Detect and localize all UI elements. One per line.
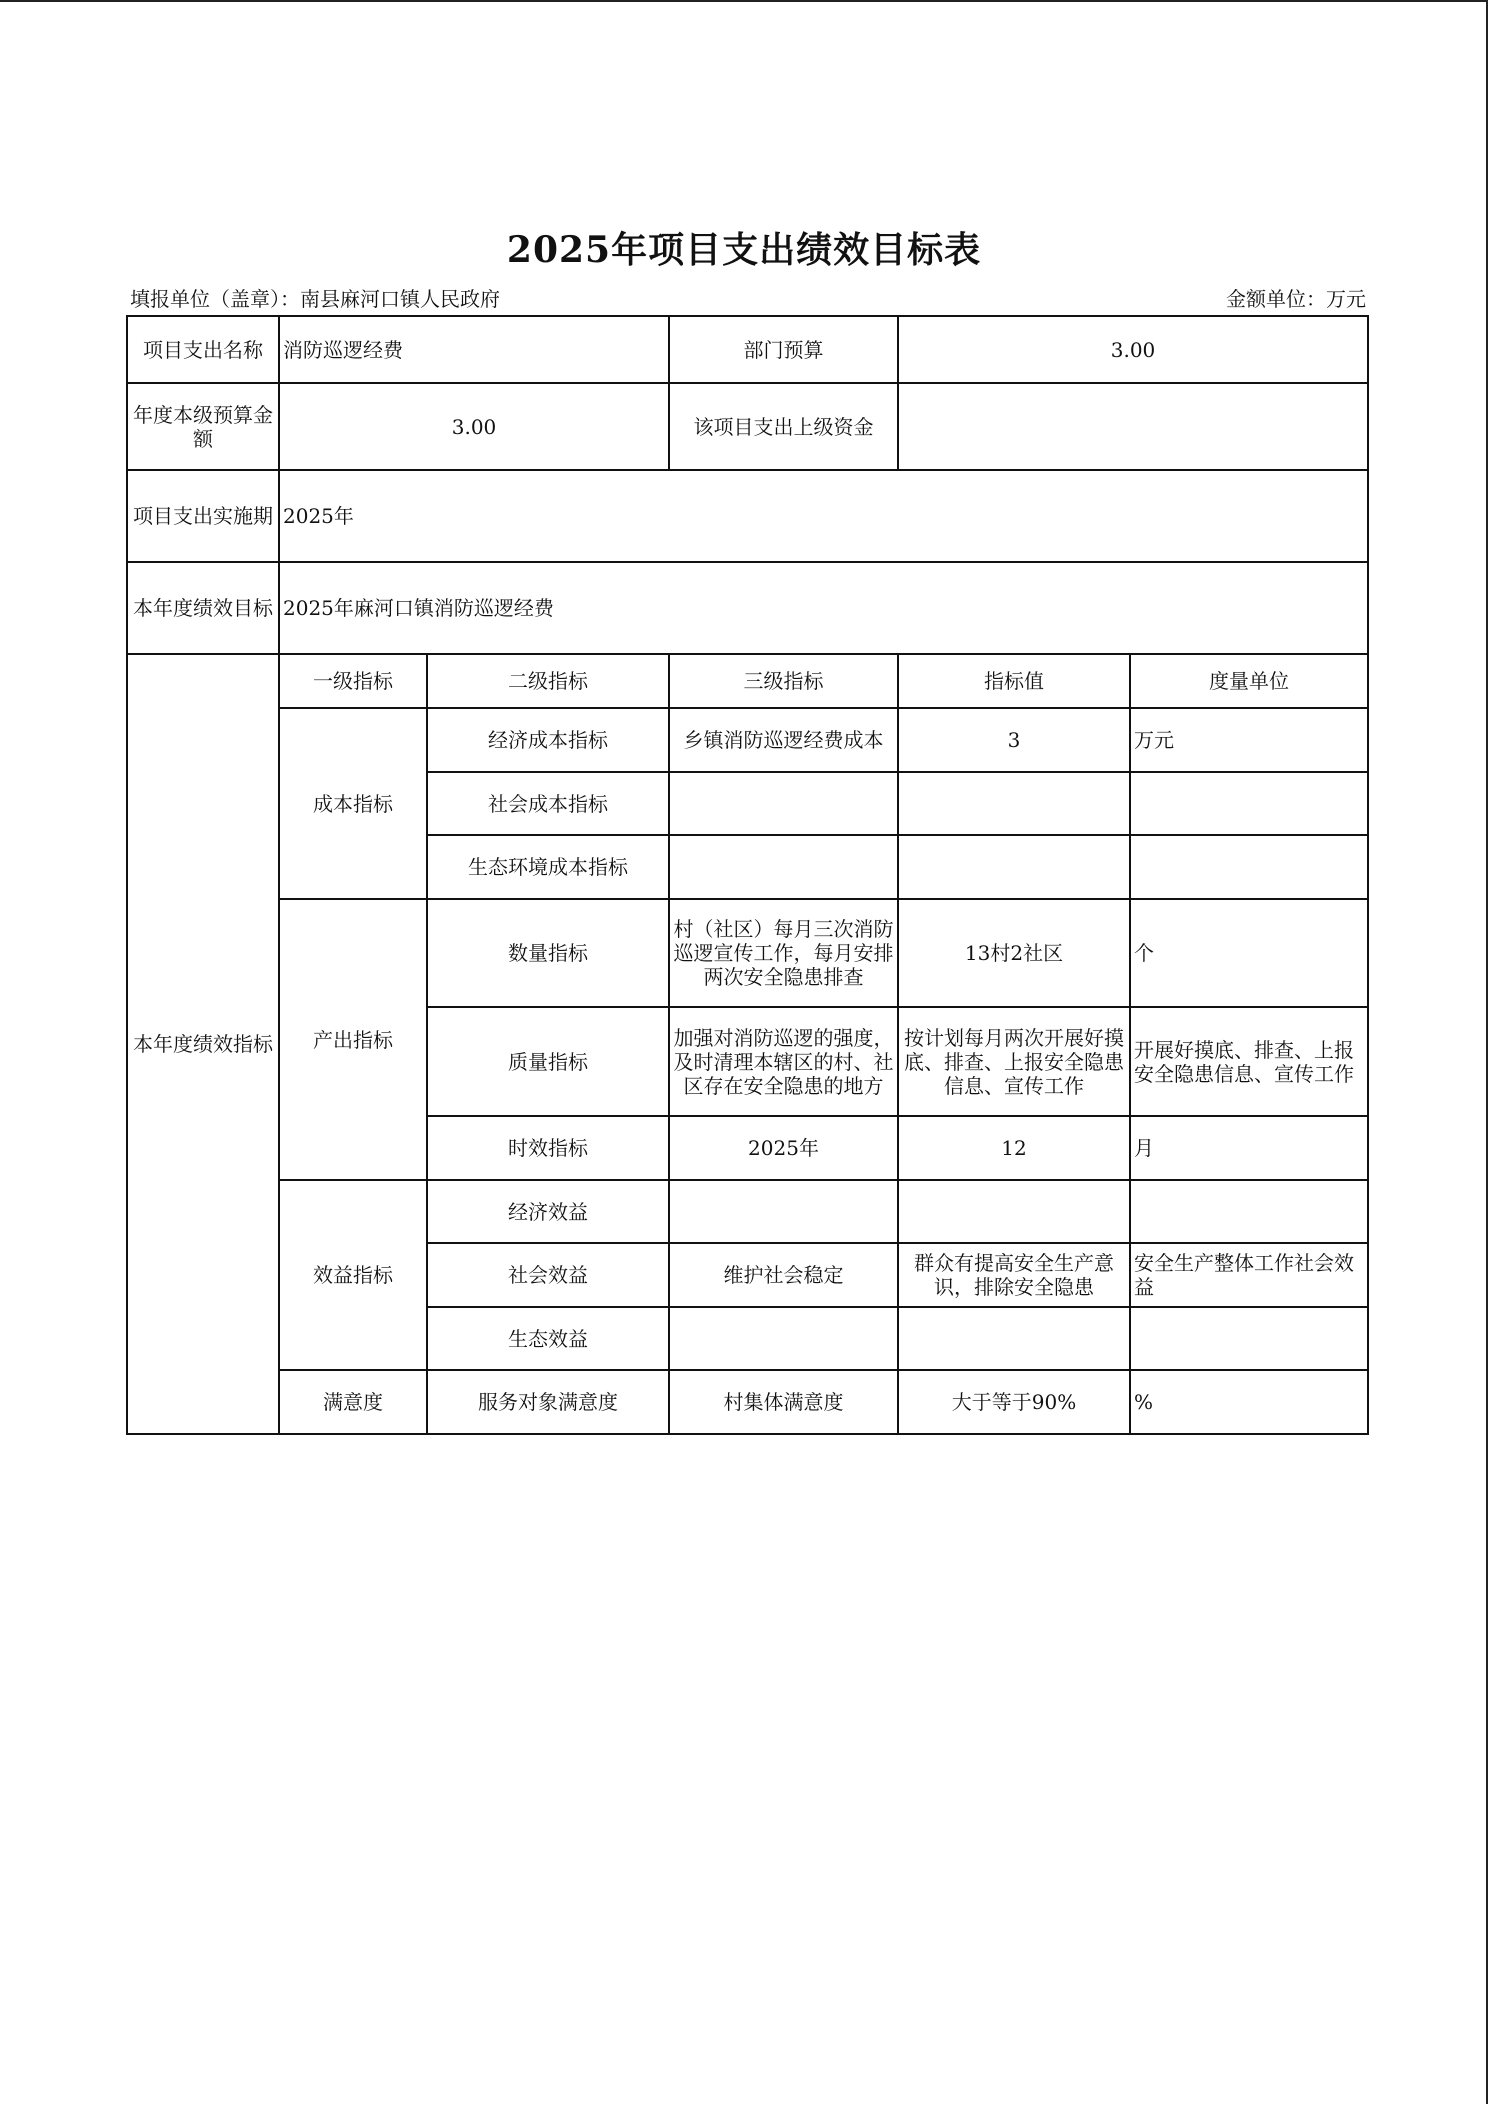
- column-header: 二级指标: [427, 654, 669, 708]
- indicator-value: 按计划每月两次开展好摸底、排查、上报安全隐患信息、宣传工作: [898, 1007, 1130, 1116]
- project-name-value: 消防巡逻经费: [279, 316, 669, 383]
- column-header: 指标值: [898, 654, 1130, 708]
- superior-funds-value: [898, 383, 1368, 470]
- indicator-unit: [1130, 1180, 1368, 1243]
- indicator-unit: [1130, 835, 1368, 899]
- level1-indicator: 产出指标: [279, 899, 427, 1180]
- indicator-unit: 月: [1130, 1116, 1368, 1180]
- performance-target-table: [126, 315, 1369, 1435]
- dept-budget-value: 3.00: [898, 316, 1368, 383]
- level2-indicator: 生态环境成本指标: [427, 835, 669, 899]
- level3-indicator: 2025年: [669, 1116, 898, 1180]
- level2-indicator: 社会效益: [427, 1243, 669, 1307]
- indicators-section-label: 本年度绩效指标: [127, 654, 279, 1434]
- annual-goal-label: 本年度绩效目标: [127, 562, 279, 654]
- annual-budget-label: 年度本级预算金额: [127, 383, 279, 470]
- level3-indicator: [669, 1180, 898, 1243]
- annual-goal-value: 2025年麻河口镇消防巡逻经费: [279, 562, 1368, 654]
- project-name-label: 项目支出名称: [127, 316, 279, 383]
- level3-indicator: 加强对消防巡逻的强度，及时清理本辖区的村、社区存在安全隐患的地方: [669, 1007, 898, 1116]
- level3-indicator: 村集体满意度: [669, 1370, 898, 1434]
- level2-indicator: 社会成本指标: [427, 772, 669, 835]
- dept-budget-label: 部门预算: [669, 316, 898, 383]
- indicator-unit: [1130, 1307, 1368, 1370]
- level3-indicator: 村（社区）每月三次消防巡逻宣传工作，每月安排两次安全隐患排查: [669, 899, 898, 1007]
- period-label: 项目支出实施期: [127, 470, 279, 562]
- indicator-value: 12: [898, 1116, 1130, 1180]
- level2-indicator: 经济效益: [427, 1180, 669, 1243]
- table-row: [127, 708, 1368, 772]
- indicator-value: [898, 1307, 1130, 1370]
- level2-indicator: 质量指标: [427, 1007, 669, 1116]
- indicator-unit: 开展好摸底、排查、上报安全隐患信息、宣传工作: [1130, 1007, 1368, 1116]
- level3-indicator: 维护社会稳定: [669, 1243, 898, 1307]
- level1-indicator: 满意度: [279, 1370, 427, 1434]
- period-value: 2025年: [279, 470, 1368, 562]
- level2-indicator: 经济成本指标: [427, 708, 669, 772]
- table-row: [127, 899, 1368, 1007]
- page-edge-top: [0, 0, 1488, 2]
- table-row: [127, 1370, 1368, 1434]
- level1-indicator: 成本指标: [279, 708, 427, 899]
- indicator-unit: 万元: [1130, 708, 1368, 772]
- row-period: [127, 470, 1368, 562]
- column-header: 度量单位: [1130, 654, 1368, 708]
- level1-indicator: 效益指标: [279, 1180, 427, 1370]
- level3-indicator: 乡镇消防巡逻经费成本: [669, 708, 898, 772]
- indicator-unit: %: [1130, 1370, 1368, 1434]
- level2-indicator: 生态效益: [427, 1307, 669, 1370]
- amount-unit: 金额单位：万元: [1226, 287, 1366, 311]
- indicator-value: [898, 1180, 1130, 1243]
- document-title: 2025年项目支出绩效目标表: [506, 229, 982, 271]
- level3-indicator: [669, 835, 898, 899]
- indicator-value: 3: [898, 708, 1130, 772]
- indicator-value: 13村2社区: [898, 899, 1130, 1007]
- indicator-header-row: [127, 654, 1368, 708]
- level2-indicator: 数量指标: [427, 899, 669, 1007]
- indicator-value: [898, 772, 1130, 835]
- row-project-name: [127, 316, 1368, 383]
- indicator-value: 大于等于90%: [898, 1370, 1130, 1434]
- row-annual-budget: [127, 383, 1368, 470]
- column-header: 一级指标: [279, 654, 427, 708]
- row-annual-goal: [127, 562, 1368, 654]
- indicator-value: 群众有提高安全生产意识，排除安全隐患: [898, 1243, 1130, 1307]
- level2-indicator: 服务对象满意度: [427, 1370, 669, 1434]
- table-row: [127, 1180, 1368, 1243]
- level2-indicator: 时效指标: [427, 1116, 669, 1180]
- indicator-unit: 安全生产整体工作社会效益: [1130, 1243, 1368, 1307]
- indicator-value: [898, 835, 1130, 899]
- indicator-unit: [1130, 772, 1368, 835]
- superior-funds-label: 该项目支出上级资金: [669, 383, 898, 470]
- level3-indicator: [669, 1307, 898, 1370]
- filler-unit: 填报单位（盖章）：南县麻河口镇人民政府: [130, 287, 500, 311]
- indicator-unit: 个: [1130, 899, 1368, 1007]
- column-header: 三级指标: [669, 654, 898, 708]
- annual-budget-value: 3.00: [279, 383, 669, 470]
- level3-indicator: [669, 772, 898, 835]
